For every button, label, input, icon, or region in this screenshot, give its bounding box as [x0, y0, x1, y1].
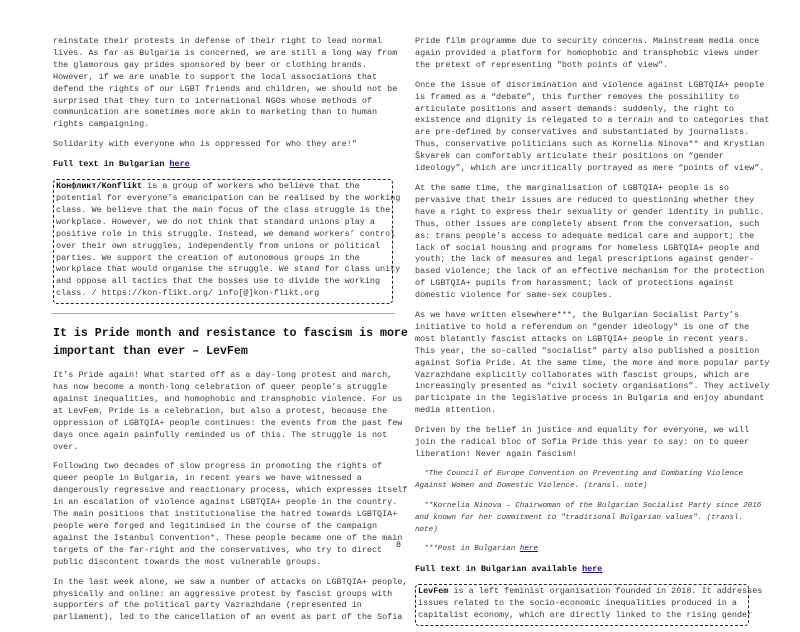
article-heading: It is Pride month and resistance to fascism is more important than ever – LevFem	[53, 327, 408, 359]
paragraph-5: Once the issue of discrimination and violence against LGBTQIA+ people is framed as a “debate”, this further removes the possibility to articulate positions and assert demands: suddenly, the right to existence and dignity is relegated to a terrain and to categories that are pre-defined by conservatives and substantiated by journalists. Thus, conservative politicians such as Kornelia Ninova** and Krystian Škvarek can comfortably articulate their positions on “gender ideology”, which are uncritically portrayed as mere “points of view”.	[415, 79, 770, 174]
full-text-available-line	[415, 564, 749, 576]
footnote-3-link[interactable]: here	[519, 545, 539, 554]
paragraph-6: At the same time, the marginalisation of LGBTQIA+ people is so pervasive that their issues are reduced to questioning whether they have a right to express their sexuality or gender identity in public. Thus, other issues are completely absent from the conversation, such as: trans people’s access to adequate medical care and support; the lack of social housing and programs for homeless LGBTQIA+ people and youth; the lack of measures and legal prescriptions against gender- based violence; the lack of an effective mechanism for the protection of LGBTQIA+ pupils from harassment; lack of protections against domestic violence for same-sex couples.	[415, 182, 765, 301]
footnote-1: *The Council of Europe Convention on Preventing and Combating Violence Against Women and Domestic Violence. (transl. note)	[415, 469, 744, 490]
levfem-first-line: is a left feminist organisation founded in 2018. It addresses	[448, 586, 763, 597]
paragraph-4: Pride film programme due to security concerns. Mainstream media once again provided a platform for homophobic and transphobic views under the pretext of representing "both points of view".	[415, 36, 760, 70]
solidarity-line: Solidarity with everyone who is oppressed for who they are!"	[53, 139, 357, 150]
konflikt-name: Конфликт/Konflikt	[56, 181, 143, 192]
paragraph-1: It’s Pride again! What started off as a day-long protest and march, has now become a month-long celebration of queer people’s struggle against inequalities, and homophobic and transphobic violence. For us at LevFem, Pride is a celebration, but also a protest, because the oppression of LGBTQIA+ people continues: the events from the past few days once again painfully reminded us of this. The struggle is not over.	[53, 370, 403, 452]
page-number: 8	[396, 540, 402, 550]
konflikt-first-line: is a group of workers who believe that the	[142, 181, 360, 192]
full-text-label: Full text in Bulgarian	[53, 159, 170, 170]
full-text-available-link[interactable]: here	[582, 564, 603, 575]
full-text-line	[53, 159, 393, 171]
konflikt-info-box	[53, 179, 401, 304]
levfem-box-text	[418, 586, 763, 622]
right-column	[415, 36, 770, 626]
left-column	[53, 36, 408, 632]
paragraph-7: As we have written elsewhere***, the Bulgarian Socialist Party’s initiative to hold a referendum on "gender ideology" is one of the most blatantly fascist attacks on LGBTQIA+ people in recent years. This year, the so-called "socialist" party also published a position against Sofia Pride. At the same time, the more and more popular party Vazrazhdane explicitly collaborates with fascist groups, which are increasingly presented as “civil society organisations”. They actively participate in the legislative process in Bulgaria and enjoy abundant media attention.	[415, 310, 770, 416]
konflikt-box-lines: potential for everyone’s emancipation can be realised by the working class. We believe that the main focus of the class struggle is the workplace. However, we do not think that standard unions play a positive role in this struggle. Instead, we demand workers’ control over their own struggles, independently from unions or political parties. We support the creation of autonomous groups in the workplace that would organise the struggle. We stand for class unity and oppose all tactics that the bosses use to divide the working class. / https://kon-flikt.org/ info[@]kon-flikt.org	[56, 192, 401, 299]
section-divider	[51, 313, 395, 314]
footnote-2: **Kornelia Ninova – Chairwoman of the Bulgarian Socialist Party since 2016 and known for her commitment to "traditional Bulgarian values". (transl. note)	[415, 501, 762, 534]
footnote-3-label: ***Post in Bulgarian	[415, 545, 520, 554]
paragraph-8: Driven by the belief in justice and equality for everyone, we will join the radical bloc of Sofia Pride this year to say: on to queer liberation! Never again fascism!	[415, 425, 750, 459]
intro-paragraph: reinstate their protests in defense of their right to lead normal lives. As far as Bulgaria is concerned, we are still a long way from the glamorous gay prides sponsored by beer or clothing brands. However, if we are unable to support the local associations that defend the rights of our LGBT friends and children, we should not be surprised that they turn to international NGOs whose methods of communication are sometimes more akin to marketing than to human rights campaigning.	[53, 36, 398, 130]
full-text-link[interactable]: here	[169, 159, 190, 170]
footnote-3	[415, 544, 749, 556]
full-text-available-label: Full text in Bulgarian available	[415, 564, 583, 575]
levfem-name: LevFem	[418, 586, 449, 597]
konflikt-box-text	[56, 181, 401, 300]
levfem-info-box	[415, 584, 763, 626]
paragraph-2: Following two decades of slow progress in promoting the rights of queer people in Bulgaria, in recent years we have witnessed a dangerously regressive and reactionary process, which expresses itself in an escalation of violence against LGBTQIA+ people in the country. The main positions that institutionalise the hatred towards LGBTQIA+ people were forged and legitimised in the course of the campaign against the Istanbul Convention*. These people became one of the main targets of the far-right and the conservatives, who try to direct public discontent towards the most vulnerable groups.	[53, 461, 408, 567]
levfem-box-lines: issues related to the socio-economic inequalities produced in a capitalist economy, which are directly linked to the rising gender	[418, 598, 753, 621]
paragraph-3: In the last week alone, we saw a number of attacks on LGBTQIA+ people, physically and online: an aggressive protest by fascist groups with supporters of the political party Vazrazhdane (represented in parliament), led to the cancellation of an event as part of the Sofia	[53, 576, 408, 623]
